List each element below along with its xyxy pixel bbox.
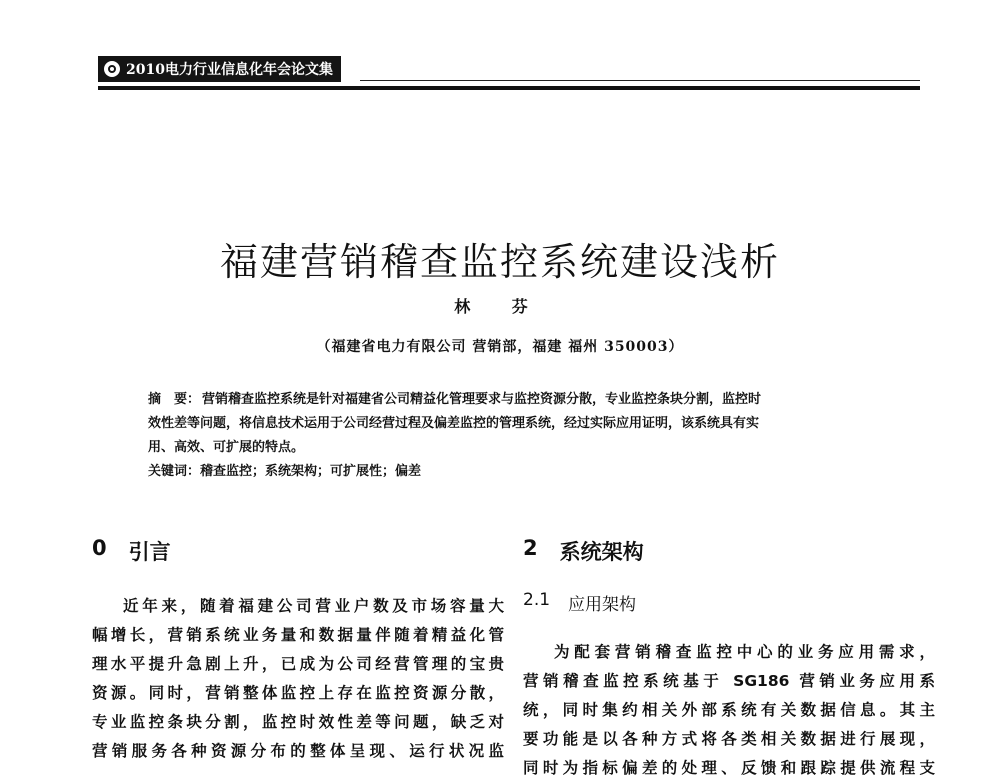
abstract-line-3: 用、高效、可扩展的特点。 bbox=[148, 440, 305, 455]
subsection-heading-application-architecture bbox=[523, 590, 935, 620]
keywords-line bbox=[148, 460, 868, 484]
keywords-text: 稽查监控；系统架构；可扩展性；偏差 bbox=[200, 464, 422, 479]
body-line: 要功能是以各种方式将各类相关数据进行展现， bbox=[523, 730, 935, 748]
body-line: 资源。同时，营销整体监控上存在监控资源分散， bbox=[92, 684, 504, 702]
section-title: 系统架构 bbox=[559, 540, 644, 564]
body-line: 为配套营销稽查监控中心的业务应用需求， bbox=[554, 643, 935, 661]
header-rule-thin bbox=[360, 80, 920, 81]
conference-logo-icon bbox=[104, 61, 120, 77]
body-line: 统，同时集约相关外部系统有关数据信息。其主 bbox=[523, 701, 935, 719]
body-line: 营销服务各种资源分布的整体呈现、运行状况监 bbox=[92, 742, 504, 760]
section-number: 2 bbox=[523, 536, 538, 560]
section-number: 0 bbox=[92, 536, 107, 560]
abstract-line-1 bbox=[148, 388, 868, 412]
paper-author: 林 芬 bbox=[454, 297, 546, 316]
subsection-number: 2.1 bbox=[523, 590, 551, 610]
abstract-label: 摘 要： bbox=[148, 392, 201, 407]
right-column bbox=[523, 536, 935, 783]
architecture-paragraph bbox=[523, 638, 935, 783]
paper-affiliation: （福建省电力有限公司 营销部，福建 福州 350003） bbox=[316, 339, 684, 355]
body-line: 营销稽查监控系统基于 SG186 营销业务应用系 bbox=[523, 672, 935, 690]
running-header bbox=[98, 56, 341, 82]
section-heading-architecture bbox=[523, 536, 935, 570]
abstract-line-2: 效性差等问题，将信息技术运用于公司经营过程及偏差监控的管理系统，经过实际应用证明，该系统具有实 bbox=[148, 416, 760, 431]
abstract-block bbox=[148, 388, 868, 484]
body-line: 理水平提升急剧上升，已成为公司经营管理的宝贵 bbox=[92, 655, 504, 673]
body-line: 幅增长，营销系统业务量和数据量伴随着精益化管 bbox=[92, 626, 504, 644]
running-header-text: 2010电力行业信息化年会论文集 bbox=[126, 62, 333, 78]
section-title: 引言 bbox=[128, 540, 171, 564]
abstract-text: 营销稽查监控系统是针对福建省公司精益化管理要求与监控资源分散，专业监控条块分割，监控时 bbox=[202, 392, 762, 407]
paper-title: 福建营销稽查监控系统建设浅析 bbox=[219, 240, 780, 285]
subsection-title: 应用架构 bbox=[568, 595, 637, 615]
keywords-label: 关键词： bbox=[148, 464, 201, 479]
body-line: 同时为指标偏差的处理、反馈和跟踪提供流程支 bbox=[523, 759, 935, 777]
introduction-paragraph bbox=[92, 592, 504, 766]
header-rule-thick bbox=[98, 86, 920, 90]
body-line: 近年来，随着福建公司营业户数及市场容量大 bbox=[123, 597, 504, 615]
left-column bbox=[92, 536, 504, 766]
section-heading-introduction bbox=[92, 536, 504, 570]
body-line: 专业监控条块分割，监控时效性差等问题，缺乏对 bbox=[92, 713, 504, 731]
